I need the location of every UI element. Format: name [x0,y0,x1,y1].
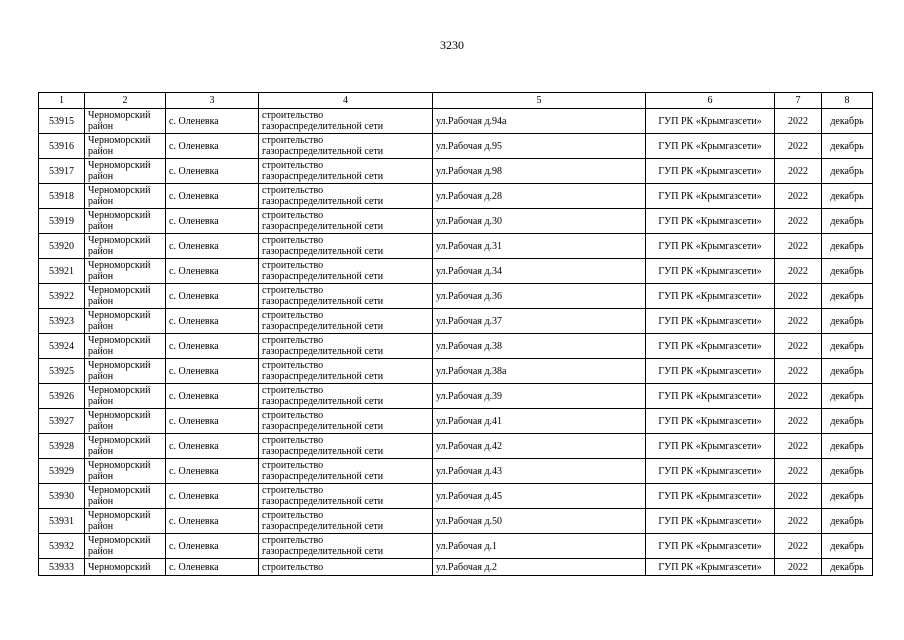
cell-line: район [88,246,114,257]
cell-month: декабрь [822,334,873,359]
cell-locality: с. Оленевка [166,309,259,334]
cell-locality: с. Оленевка [166,409,259,434]
cell-line: строительство [262,561,324,573]
cell-address: ул.Рабочая д.98 [433,159,646,184]
cell-organization: ГУП РК «Крымгазсети» [646,284,775,309]
cell-line: Черноморский [88,360,151,371]
cell-year: 2022 [775,484,822,509]
cell-locality: с. Оленевка [166,434,259,459]
cell-line: строительство [262,410,324,421]
cell-year: 2022 [775,459,822,484]
cell-district [85,534,166,559]
cell-number: 53921 [39,259,85,284]
cell-line: Черноморский [88,110,151,121]
cell-line: район [88,221,114,232]
cell-work-type [259,284,433,309]
cell-locality: с. Оленевка [166,209,259,234]
cell-locality: с. Оленевка [166,159,259,184]
cell-line: район [88,346,114,357]
cell-work-type [259,509,433,534]
cell-line: Черноморский [88,160,151,171]
cell-locality: с. Оленевка [166,384,259,409]
cell-work-type [259,434,433,459]
cell-line: строительство [262,260,324,271]
cell-number: 53931 [39,509,85,534]
cell-month: декабрь [822,434,873,459]
cell-line: Черноморский [88,535,151,546]
cell-line: строительство [262,510,324,521]
table-row [39,284,873,309]
table-row [39,459,873,484]
cell-number: 53930 [39,484,85,509]
cell-number: 53929 [39,459,85,484]
cell-month: декабрь [822,384,873,409]
cell-line: район [88,146,114,157]
cell-line: газораспределительной сети [262,271,384,282]
cell-year: 2022 [775,509,822,534]
cell-line: Черноморский [88,185,151,196]
cell-work-type [259,384,433,409]
cell-line: строительство [262,310,324,321]
cell-number: 53920 [39,234,85,259]
table-row [39,484,873,509]
table-header-row [39,93,873,109]
cell-organization: ГУП РК «Крымгазсети» [646,109,775,134]
cell-month: декабрь [822,484,873,509]
cell-line: газораспределительной сети [262,171,384,182]
cell-month: декабрь [822,409,873,434]
cell-district [85,459,166,484]
table-row [39,259,873,284]
cell-month: декабрь [822,534,873,559]
cell-organization: ГУП РК «Крымгазсети» [646,184,775,209]
cell-address: ул.Рабочая д.36 [433,284,646,309]
cell-line: район [88,271,114,282]
cell-line: газораспределительной сети [262,521,384,532]
cell-locality: с. Оленевка [166,559,259,576]
cell-line: строительство [262,185,324,196]
column-header: 8 [822,93,873,109]
cell-work-type [259,334,433,359]
cell-line: строительство [262,160,324,171]
cell-address: ул.Рабочая д.45 [433,484,646,509]
column-header: 7 [775,93,822,109]
cell-address: ул.Рабочая д.50 [433,509,646,534]
cell-line: Черноморский [88,460,151,471]
cell-district [85,259,166,284]
cell-district [85,484,166,509]
cell-year: 2022 [775,559,822,576]
cell-locality: с. Оленевка [166,284,259,309]
cell-line: строительство [262,235,324,246]
cell-month: декабрь [822,159,873,184]
cell-month: декабрь [822,259,873,284]
cell-year: 2022 [775,134,822,159]
cell-work-type [259,409,433,434]
table-row [39,384,873,409]
table-row [39,184,873,209]
table-row [39,134,873,159]
cell-month: декабрь [822,359,873,384]
cell-line: газораспределительной сети [262,246,384,257]
cell-district [85,309,166,334]
column-header: 3 [166,93,259,109]
table-row [39,109,873,134]
cell-organization: ГУП РК «Крымгазсети» [646,534,775,559]
cell-month: декабрь [822,134,873,159]
cell-work-type [259,359,433,384]
cell-number: 53918 [39,184,85,209]
cell-address: ул.Рабочая д.30 [433,209,646,234]
cell-line: Черноморский [88,285,151,296]
cell-address: ул.Рабочая д.95 [433,134,646,159]
cell-line: район [88,446,114,457]
cell-line: Черноморский [88,310,151,321]
cell-year: 2022 [775,284,822,309]
cell-line: Черноморский [88,135,151,146]
cell-address: ул.Рабочая д.34 [433,259,646,284]
cell-address: ул.Рабочая д.42 [433,434,646,459]
cell-address: ул.Рабочая д.94а [433,109,646,134]
cell-district [85,109,166,134]
cell-line: Черноморский [88,235,151,246]
cell-month: декабрь [822,509,873,534]
cell-address: ул.Рабочая д.31 [433,234,646,259]
cell-locality: с. Оленевка [166,459,259,484]
cell-line: строительство [262,435,324,446]
cell-line: Черноморский [88,260,151,271]
cell-number: 53924 [39,334,85,359]
cell-line: район [88,546,114,557]
cell-line: район [88,471,114,482]
cell-organization: ГУП РК «Крымгазсети» [646,459,775,484]
cell-locality: с. Оленевка [166,259,259,284]
cell-line: район [88,496,114,507]
cell-line: газораспределительной сети [262,346,384,357]
cell-year: 2022 [775,159,822,184]
table-row [39,409,873,434]
cell-address: ул.Рабочая д.28 [433,184,646,209]
cell-district [85,159,166,184]
cell-address: ул.Рабочая д.39 [433,384,646,409]
cell-organization: ГУП РК «Крымгазсети» [646,259,775,284]
cell-line: газораспределительной сети [262,371,384,382]
table-row [39,234,873,259]
cell-district [85,284,166,309]
cell-work-type [259,134,433,159]
cell-line: район [88,121,114,132]
cell-line: строительство [262,110,324,121]
cell-month: декабрь [822,234,873,259]
cell-number: 53925 [39,359,85,384]
cell-month: декабрь [822,209,873,234]
cell-line: газораспределительной сети [262,546,384,557]
cell-line: строительство [262,210,324,221]
cell-month: декабрь [822,559,873,576]
cell-year: 2022 [775,109,822,134]
cell-line: Черноморский [88,485,151,496]
cell-organization: ГУП РК «Крымгазсети» [646,409,775,434]
cell-number: 53916 [39,134,85,159]
page-number: 3230 [440,38,464,52]
cell-organization: ГУП РК «Крымгазсети» [646,509,775,534]
table-row [39,434,873,459]
cell-line: газораспределительной сети [262,421,384,432]
cell-locality: с. Оленевка [166,334,259,359]
cell-line: район [88,196,114,207]
cell-work-type [259,459,433,484]
cell-line: Черноморский [88,410,151,421]
cell-line: район [88,396,114,407]
cell-line: строительство [262,135,324,146]
cell-number: 53922 [39,284,85,309]
cell-line: район [88,371,114,382]
cell-work-type [259,234,433,259]
cell-locality: с. Оленевка [166,134,259,159]
cell-work-type [259,559,433,576]
cell-organization: ГУП РК «Крымгазсети» [646,209,775,234]
table-row [39,359,873,384]
cell-work-type [259,534,433,559]
cell-number: 53923 [39,309,85,334]
cell-organization: ГУП РК «Крымгазсети» [646,384,775,409]
cell-locality: с. Оленевка [166,509,259,534]
cell-work-type [259,209,433,234]
table-row [39,334,873,359]
cell-organization: ГУП РК «Крымгазсети» [646,234,775,259]
cell-month: декабрь [822,184,873,209]
cell-year: 2022 [775,384,822,409]
cell-month: декабрь [822,109,873,134]
column-header: 2 [85,93,166,109]
cell-line: строительство [262,335,324,346]
cell-work-type [259,259,433,284]
cell-work-type [259,159,433,184]
cell-district [85,409,166,434]
cell-line: Черноморский [88,510,151,521]
cell-district [85,134,166,159]
cell-line: газораспределительной сети [262,471,384,482]
cell-organization: ГУП РК «Крымгазсети» [646,434,775,459]
cell-organization: ГУП РК «Крымгазсети» [646,134,775,159]
cell-year: 2022 [775,359,822,384]
cell-line: газораспределительной сети [262,321,384,332]
cell-line: Черноморский [88,561,151,573]
cell-line: строительство [262,535,324,546]
column-header: 4 [259,93,433,109]
cell-line: газораспределительной сети [262,496,384,507]
cell-line: Черноморский [88,435,151,446]
cell-work-type [259,184,433,209]
cell-organization: ГУП РК «Крымгазсети» [646,334,775,359]
cell-year: 2022 [775,184,822,209]
table-row [39,509,873,534]
cell-number: 53926 [39,384,85,409]
registry-table [38,92,873,576]
cell-number: 53928 [39,434,85,459]
cell-line: газораспределительной сети [262,296,384,307]
cell-district [85,184,166,209]
cell-organization: ГУП РК «Крымгазсети» [646,484,775,509]
cell-line: строительство [262,385,324,396]
cell-line: Черноморский [88,210,151,221]
cell-locality: с. Оленевка [166,359,259,384]
cell-work-type [259,484,433,509]
cell-organization: ГУП РК «Крымгазсети» [646,359,775,384]
cell-district [85,509,166,534]
cell-district [85,384,166,409]
cell-district [85,359,166,384]
cell-year: 2022 [775,334,822,359]
cell-line: район [88,171,114,182]
cell-organization: ГУП РК «Крымгазсети» [646,159,775,184]
cell-year: 2022 [775,234,822,259]
cell-locality: с. Оленевка [166,234,259,259]
cell-line: строительство [262,485,324,496]
cell-month: декабрь [822,284,873,309]
cell-district [85,334,166,359]
table-row [39,309,873,334]
cell-district [85,434,166,459]
cell-line: район [88,296,114,307]
cell-year: 2022 [775,434,822,459]
table-row [39,209,873,234]
cell-address: ул.Рабочая д.41 [433,409,646,434]
cell-year: 2022 [775,259,822,284]
cell-organization: ГУП РК «Крымгазсети» [646,559,775,576]
cell-work-type [259,309,433,334]
cell-locality: с. Оленевка [166,184,259,209]
cell-address: ул.Рабочая д.38а [433,359,646,384]
cell-locality: с. Оленевка [166,109,259,134]
cell-number: 53915 [39,109,85,134]
cell-year: 2022 [775,209,822,234]
cell-month: декабрь [822,309,873,334]
column-header: 6 [646,93,775,109]
column-header: 5 [433,93,646,109]
cell-line: строительство [262,285,324,296]
cell-work-type [259,109,433,134]
table-row [39,559,873,576]
cell-line: газораспределительной сети [262,446,384,457]
cell-line: Черноморский [88,385,151,396]
cell-line: район [88,321,114,332]
cell-locality: с. Оленевка [166,484,259,509]
cell-number: 53932 [39,534,85,559]
cell-locality: с. Оленевка [166,534,259,559]
cell-number: 53919 [39,209,85,234]
cell-line: газораспределительной сети [262,221,384,232]
cell-address: ул.Рабочая д.1 [433,534,646,559]
cell-number: 53917 [39,159,85,184]
cell-district [85,559,166,576]
cell-line: строительство [262,360,324,371]
cell-line: газораспределительной сети [262,396,384,407]
cell-line: газораспределительной сети [262,121,384,132]
cell-address: ул.Рабочая д.2 [433,559,646,576]
cell-district [85,234,166,259]
cell-address: ул.Рабочая д.43 [433,459,646,484]
cell-line: газораспределительной сети [262,146,384,157]
cell-address: ул.Рабочая д.37 [433,309,646,334]
cell-year: 2022 [775,534,822,559]
cell-address: ул.Рабочая д.38 [433,334,646,359]
cell-month: декабрь [822,459,873,484]
cell-district [85,209,166,234]
cell-year: 2022 [775,409,822,434]
cell-number: 53927 [39,409,85,434]
table-row [39,534,873,559]
cell-year: 2022 [775,309,822,334]
column-header: 1 [39,93,85,109]
cell-organization: ГУП РК «Крымгазсети» [646,309,775,334]
cell-number: 53933 [39,559,85,576]
cell-line: район [88,421,114,432]
cell-line: район [88,521,114,532]
cell-line: Черноморский [88,335,151,346]
cell-line: строительство [262,460,324,471]
table-row [39,159,873,184]
cell-line: газораспределительной сети [262,196,384,207]
